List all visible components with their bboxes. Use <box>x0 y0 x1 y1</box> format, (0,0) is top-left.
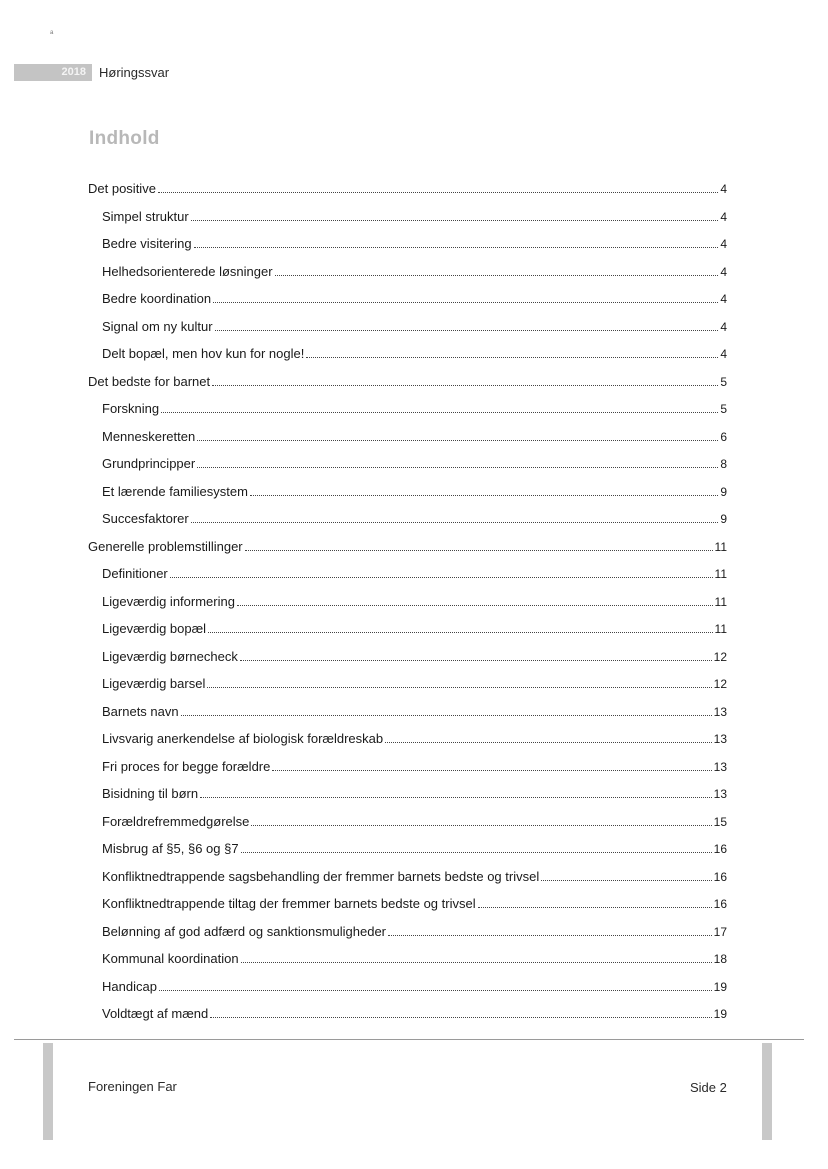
toc-entry[interactable] <box>102 511 727 529</box>
toc-leader-dots <box>159 990 712 991</box>
toc-entry-label: Bedre visitering <box>102 236 192 251</box>
toc-entry[interactable] <box>102 786 727 804</box>
toc-leader-dots <box>306 357 718 358</box>
toc-leader-dots <box>541 880 711 881</box>
toc-entry-page: 15 <box>713 814 727 829</box>
toc-leader-dots <box>245 550 713 551</box>
toc-entry-label: Menneskeretten <box>102 428 196 444</box>
toc-entry-label: Livsvarig anerkendelse af biologisk forældreskab <box>102 731 384 746</box>
toc-entry[interactable] <box>102 319 727 337</box>
toc-leader-dots <box>212 385 718 386</box>
toc-entry-page: 17 <box>713 924 727 939</box>
toc-entry[interactable] <box>102 594 727 612</box>
toc-entry[interactable] <box>102 291 727 309</box>
header-title: Høringssvar <box>99 64 170 80</box>
toc-entry[interactable] <box>88 374 727 392</box>
toc-leader-dots <box>170 577 713 578</box>
toc-entry-label: Ligeværdig informering <box>102 593 235 609</box>
toc-entry[interactable] <box>102 649 727 667</box>
toc-leader-dots <box>207 687 711 688</box>
toc-entry-page: 4 <box>720 264 727 279</box>
toc-leader-dots <box>241 962 712 963</box>
toc-leader-dots <box>210 1017 711 1018</box>
toc-leader-dots <box>213 302 718 303</box>
toc-entry-label: Handicap <box>102 978 157 994</box>
toc-leader-dots <box>158 192 718 193</box>
toc-leader-dots <box>215 330 719 331</box>
toc-entry-label: Kommunal koordination <box>102 951 239 966</box>
toc-leader-dots <box>388 935 712 936</box>
toc-entry[interactable] <box>102 401 727 419</box>
toc-entry[interactable] <box>102 1006 727 1024</box>
toc-entry[interactable] <box>102 979 727 997</box>
toc-entry-label: Definitioner <box>102 566 168 581</box>
toc-entry-page: 6 <box>720 429 727 444</box>
toc-entry[interactable] <box>102 429 727 447</box>
toc-entry-page: 4 <box>720 292 727 306</box>
toc-entry[interactable] <box>102 676 727 694</box>
toc-entry-page: 8 <box>720 457 727 471</box>
toc-entry-label: Det positive <box>88 181 156 196</box>
toc-leader-dots <box>191 220 719 221</box>
year-badge: 2018 <box>14 64 92 81</box>
toc-entry-page: 11 <box>714 539 727 554</box>
toc-entry-label: Ligeværdig bopæl <box>102 621 207 636</box>
toc-entry-label: Misbrug af §5, §6 og §7 <box>102 841 239 856</box>
toc-entry-page: 4 <box>720 182 727 196</box>
toc-entry[interactable] <box>102 924 727 942</box>
toc-entry-page: 19 <box>713 979 727 994</box>
toc-entry-label: Signal om ny kultur <box>102 318 213 334</box>
toc-entry[interactable] <box>102 841 727 859</box>
toc-leader-dots <box>240 660 712 661</box>
toc-entry[interactable] <box>102 621 727 639</box>
toc-leader-dots <box>194 247 719 248</box>
toc-entry-label: Delt bopæl, men hov kun for nogle! <box>102 346 305 361</box>
page-header <box>14 63 169 81</box>
footer-bar-right <box>762 1043 772 1140</box>
toc-entry-label: Bedre koordination <box>102 291 212 306</box>
toc-entry-page: 9 <box>720 484 727 499</box>
toc-leader-dots <box>237 605 713 606</box>
toc-entry-label: Det bedste for barnet <box>88 373 211 389</box>
toc-entry[interactable] <box>102 209 727 227</box>
toc-leader-dots <box>197 467 718 468</box>
toc-entry-label: Ligeværdig barsel <box>102 676 206 691</box>
toc-entry-page: 16 <box>713 869 727 884</box>
toc-entry[interactable] <box>102 236 727 254</box>
toc-entry-page: 16 <box>713 897 727 911</box>
toc-entry[interactable] <box>102 566 727 584</box>
toc-entry-page: 12 <box>713 677 727 691</box>
toc-entry-page: 9 <box>720 512 727 526</box>
toc-entry-label: Et lærende familiesystem <box>102 483 248 499</box>
toc-leader-dots <box>181 715 712 716</box>
toc-entry-page: 16 <box>713 842 727 856</box>
footer-bar-left <box>43 1043 53 1140</box>
toc-entry-page: 4 <box>720 209 727 224</box>
toc-leader-dots <box>241 852 712 853</box>
toc-entry[interactable] <box>102 869 727 887</box>
toc-entry-label: Konfliktnedtrappende tiltag der fremmer barnets bedste og trivsel <box>102 896 476 911</box>
toc-entry-page: 18 <box>713 952 727 966</box>
toc-entry-label: Ligeværdig børnecheck <box>102 648 238 664</box>
toc-leader-dots <box>191 522 719 523</box>
toc-leader-dots <box>197 440 718 441</box>
toc-entry-page: 11 <box>714 622 727 636</box>
toc-entry-page: 13 <box>713 759 727 774</box>
toc-entry[interactable] <box>102 346 727 364</box>
toc-entry[interactable] <box>102 814 727 832</box>
toc-entry[interactable] <box>88 181 727 199</box>
toc-entry-label: Forskning <box>102 401 160 416</box>
toc-entry-page: 5 <box>720 402 727 416</box>
toc-entry[interactable] <box>102 951 727 969</box>
toc-entry-label: Konfliktnedtrappende sagsbehandling der fremmer barnets bedste og trivsel <box>102 868 540 884</box>
toc-entry-label: Simpel struktur <box>102 208 189 224</box>
toc-entry-page: 4 <box>720 319 727 334</box>
toc-entry[interactable] <box>102 731 727 749</box>
toc-heading: Indhold <box>89 128 160 149</box>
toc-entry-label: Generelle problemstillinger <box>88 538 243 554</box>
toc-entry[interactable] <box>102 456 727 474</box>
toc-entry-page: 13 <box>713 787 727 801</box>
footer-divider <box>14 1039 804 1040</box>
toc-leader-dots <box>161 412 718 413</box>
toc-leader-dots <box>275 275 719 276</box>
toc-entry-page: 11 <box>714 567 727 581</box>
footer-page-number: Side 2 <box>690 1080 727 1095</box>
toc-entry-label: Grundprincipper <box>102 456 196 471</box>
toc-entry-label: Voldtægt af mænd <box>102 1006 209 1021</box>
corner-mark: a <box>50 30 54 36</box>
footer-organization: Foreningen Far <box>88 1079 177 1094</box>
toc-leader-dots <box>385 742 712 743</box>
toc-leader-dots <box>251 825 711 826</box>
toc-entry-label: Bisidning til børn <box>102 786 199 801</box>
toc-entry-label: Succesfaktorer <box>102 511 189 526</box>
toc-entry[interactable] <box>102 759 727 777</box>
toc-entry[interactable] <box>102 704 727 722</box>
toc-entry[interactable] <box>102 484 727 502</box>
toc-entry-page: 19 <box>713 1007 727 1021</box>
toc-entry[interactable] <box>102 264 727 282</box>
toc-entry-page: 13 <box>713 704 727 719</box>
toc-leader-dots <box>478 907 712 908</box>
toc-leader-dots <box>250 495 718 496</box>
toc-entry-label: Barnets navn <box>102 703 179 719</box>
toc-entry-page: 11 <box>714 594 727 609</box>
toc-entry-page: 13 <box>713 732 727 746</box>
toc-entry-page: 12 <box>713 649 727 664</box>
toc-entry-page: 4 <box>720 237 727 251</box>
toc-entry-label: Helhedsorienterede løsninger <box>102 263 273 279</box>
toc-leader-dots <box>208 632 712 633</box>
toc-leader-dots <box>200 797 712 798</box>
toc-leader-dots <box>272 770 711 771</box>
toc-entry-label: Belønning af god adfærd og sanktionsmuligheder <box>102 923 387 939</box>
toc-entry-label: Forældrefremmedgørelse <box>102 813 250 829</box>
toc-entry-label: Fri proces for begge forældre <box>102 758 271 774</box>
toc-entry[interactable] <box>88 539 727 557</box>
toc-entry[interactable] <box>102 896 727 914</box>
toc-entry-page: 4 <box>720 347 727 361</box>
toc-entry-page: 5 <box>720 374 727 389</box>
